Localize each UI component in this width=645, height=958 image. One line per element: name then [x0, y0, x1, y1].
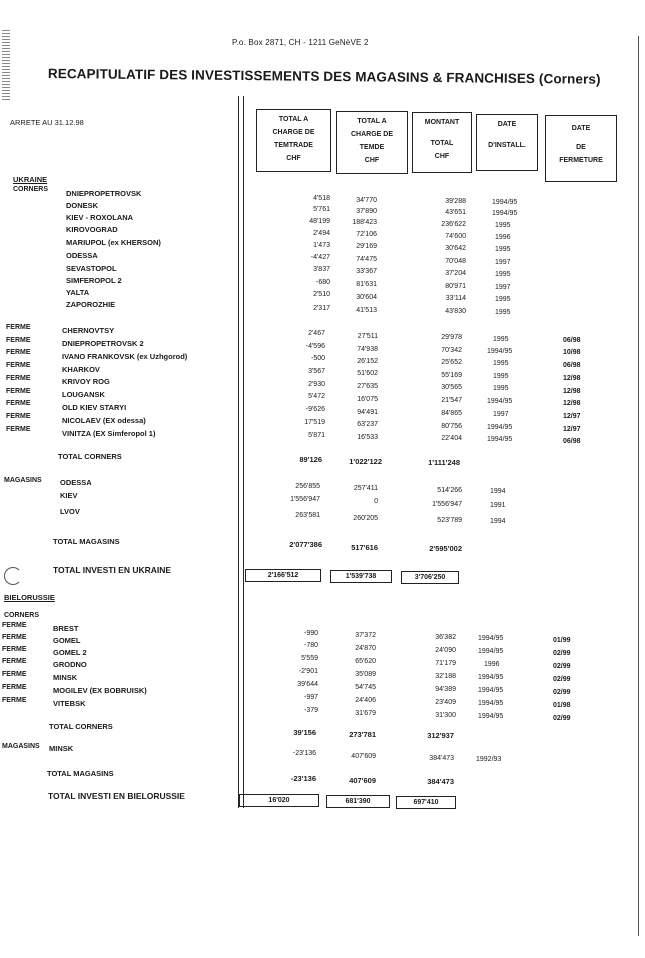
ferme-label: FERME — [2, 634, 27, 641]
cell-temde: 34'770 — [356, 197, 377, 204]
table-row-name: NICOLAEV (EX odessa) — [62, 416, 146, 425]
total-invested-ukraine-label: TOTAL INVESTI EN UKRAINE — [53, 565, 172, 575]
cell-total: 514'266 — [437, 487, 462, 494]
cell-temtrade: 3'837 — [313, 266, 330, 273]
cell-date-install: 1994/95 — [478, 713, 504, 720]
cell-total: 32'188 — [435, 673, 456, 680]
total-ukraine-total-box: 3'706'250 — [401, 571, 459, 584]
ferme-label: FERME — [6, 388, 31, 395]
cell-total: 71'179 — [435, 660, 456, 667]
cell-date-install: 1995 — [495, 246, 511, 253]
cell-temtrade: 5'761 — [313, 206, 330, 213]
ferme-label: FERME — [6, 349, 31, 356]
cell-date-install: 1994/95 — [492, 199, 518, 206]
cell-temtrade: 5'871 — [308, 432, 325, 439]
column-header-montant: MONTANT TOTAL CHF — [412, 112, 472, 173]
table-row-name: DONESK — [66, 201, 99, 210]
cell-temde: 260'205 — [353, 515, 378, 522]
total-magasins-total: 384'473 — [427, 777, 454, 786]
ferme-label: FERME — [6, 426, 31, 433]
ferme-label: FERME — [6, 324, 31, 331]
cell-temde: 31'679 — [355, 710, 376, 717]
table-row-name: VITEBSK — [53, 699, 86, 708]
table-row-name: GOMEL — [53, 636, 81, 645]
ferme-label: FERME — [6, 413, 31, 420]
cell-date-fermeture: 02/99 — [553, 715, 571, 722]
table-row-name: YALTA — [66, 288, 90, 297]
cell-temtrade: 263'581 — [295, 512, 320, 519]
cell-date-install: 1994/95 — [487, 436, 513, 443]
cell-total: 70'048 — [445, 258, 466, 265]
cell-temtrade: 17'519 — [304, 419, 325, 426]
table-row-name: CHERNOVTSY — [62, 326, 115, 335]
cell-date-install: 1992/93 — [476, 756, 502, 763]
cell-total: 23'409 — [435, 699, 456, 706]
table-row-name: ZAPOROZHIE — [66, 300, 116, 309]
cell-temde: 33'367 — [356, 268, 377, 275]
cell-date-install: 1995 — [493, 385, 509, 392]
column-header-temtrade: TOTAL A CHARGE DE TEMTRADE CHF — [256, 109, 331, 172]
cell-temtrade: -990 — [303, 630, 318, 637]
cell-temde: 94'491 — [357, 409, 378, 416]
cell-total: 384'473 — [429, 755, 454, 762]
cell-temde: 188'423 — [352, 219, 377, 226]
total-magasins-temtrade: -23'136 — [290, 774, 316, 783]
table-row-name: GRODNO — [53, 660, 87, 669]
table-row-name: LVOV — [60, 507, 80, 516]
cell-temtrade: 1'473 — [313, 242, 330, 249]
cell-date-install: 1994/95 — [478, 700, 504, 707]
cell-date-fermeture: 02/99 — [553, 689, 571, 696]
cell-temde: 407'609 — [351, 753, 376, 760]
table-row-name: KRIVOY ROG — [62, 377, 110, 386]
column-header-date-fermeture: DATE DE FERMETURE — [545, 115, 617, 182]
cell-date-install: 1997 — [495, 284, 511, 291]
cell-date-fermeture: 12/98 — [563, 375, 581, 382]
cell-date-install: 1994/95 — [478, 635, 504, 642]
vertical-rule-1 — [238, 96, 239, 808]
cell-total: 94'389 — [435, 686, 456, 693]
cell-date-fermeture: 02/99 — [553, 676, 571, 683]
arrete-date: ARRETE AU 31.12.98 — [10, 118, 84, 127]
table-row-name: KIEV - ROXOLANA — [66, 213, 134, 222]
cell-date-fermeture: 06/98 — [563, 362, 581, 369]
table-row-name: SIMFEROPOL 2 — [66, 276, 122, 285]
cell-temtrade: 3'567 — [308, 368, 325, 375]
cell-temtrade: -2'901 — [298, 668, 318, 675]
ferme-label: FERME — [2, 684, 27, 691]
cell-date-install: 1994/95 — [478, 687, 504, 694]
ferme-label: FERME — [6, 362, 31, 369]
table-row-name: VINITZA (EX Simferopol 1) — [62, 429, 156, 438]
section-bielorussie: BIELORUSSIE — [4, 593, 55, 602]
scan-edge-artifact — [2, 30, 10, 100]
table-row-name: MINSK — [49, 744, 74, 753]
cell-date-install: 1991 — [490, 502, 506, 509]
column-header-date-install: DATE D'INSTALL. — [476, 114, 538, 171]
cell-date-install: 1995 — [493, 336, 509, 343]
cell-temde: 37'372 — [355, 632, 376, 639]
table-row-name: DNIEPROPETROVSK — [66, 189, 142, 198]
cell-temde: 27'511 — [357, 333, 378, 340]
vertical-rule-2 — [243, 96, 244, 808]
cell-date-fermeture: 02/99 — [553, 663, 571, 670]
cell-date-fermeture: 01/98 — [553, 702, 571, 709]
cell-temde: 72'106 — [356, 231, 377, 238]
table-row-name: IVANO FRANKOVSK (ex Uzhgorod) — [62, 352, 188, 361]
cell-temde: 41'513 — [356, 307, 377, 314]
cell-total: 30'642 — [445, 245, 466, 252]
ferme-label: FERME — [2, 646, 27, 653]
cell-date-fermeture: 06/98 — [563, 337, 581, 344]
cell-temtrade: 1'556'947 — [290, 496, 320, 503]
total-magasins-temde: 517'616 — [351, 543, 378, 552]
cell-total: 22'404 — [441, 435, 462, 442]
document-title: RECAPITULATIF DES INVESTISSEMENTS DES MAGASINS & FRANCHISES (Corners) — [47, 66, 601, 87]
cell-date-install: 1996 — [484, 661, 500, 668]
table-row-name: KIROVOGRAD — [66, 225, 118, 234]
cell-date-fermeture: 02/99 — [553, 650, 571, 657]
cell-date-install: 1994/95 — [478, 674, 504, 681]
ferme-label: FERME — [2, 622, 27, 629]
total-corners-label: TOTAL CORNERS — [49, 722, 113, 731]
total-bielorussie-temtrade-box: 16'020 — [239, 794, 319, 807]
cell-date-install: 1997 — [495, 259, 511, 266]
cell-temtrade: 2'494 — [313, 230, 330, 237]
cell-total: 70'342 — [441, 347, 462, 354]
magasins-label: MAGASINS — [2, 743, 40, 750]
table-row-name: DNIEPROPETROVSK 2 — [62, 339, 144, 348]
cell-date-fermeture: 10/98 — [563, 349, 581, 356]
cell-date-install: 1995 — [495, 271, 511, 278]
table-row-name: SEVASTOPOL — [66, 264, 117, 273]
cell-date-install: 1995 — [495, 222, 511, 229]
cell-temtrade: 256'855 — [295, 483, 320, 490]
total-bielorussie-total-box: 697'410 — [396, 796, 456, 809]
total-corners-temtrade: 39'156 — [293, 728, 316, 737]
cell-temtrade: 48'199 — [309, 218, 330, 225]
cell-temde: 16'075 — [357, 396, 378, 403]
ferme-label: FERME — [6, 375, 31, 382]
cell-temde: 257'411 — [353, 485, 378, 492]
cell-total: 31'300 — [435, 712, 456, 719]
cell-date-install: 1994/95 — [478, 648, 504, 655]
cell-total: 80'971 — [445, 283, 466, 290]
cell-total: 84'865 — [441, 410, 462, 417]
cell-total: 80'756 — [441, 423, 462, 430]
cell-temtrade: -23'136 — [292, 750, 316, 757]
total-magasins-total: 2'595'002 — [429, 544, 462, 553]
cell-date-install: 1994/95 — [492, 210, 518, 217]
cell-temtrade: -500 — [310, 355, 325, 362]
cell-temtrade: 2'510 — [313, 291, 330, 298]
cell-temtrade: 2'467 — [308, 330, 325, 337]
cell-temde: 35'089 — [355, 671, 376, 678]
cell-date-fermeture: 01/99 — [553, 637, 571, 644]
table-row-name: ODESSA — [66, 251, 98, 260]
cell-temtrade: 39'644 — [297, 681, 318, 688]
cell-date-install: 1994 — [490, 518, 506, 525]
total-corners-total: 312'937 — [427, 731, 454, 740]
cell-total: 25'652 — [441, 359, 462, 366]
cell-total: 1'556'947 — [432, 501, 462, 508]
cell-date-install: 1994/95 — [487, 424, 513, 431]
cell-total: 43'651 — [445, 209, 466, 216]
table-row-name: GOMEL 2 — [53, 648, 87, 657]
magasins-label: MAGASINS — [4, 477, 42, 484]
cell-temtrade: 2'317 — [313, 305, 330, 312]
cell-total: 43'830 — [445, 308, 466, 315]
ferme-label: FERME — [6, 337, 31, 344]
cell-temtrade: 5'559 — [301, 655, 318, 662]
cell-temde: 54'745 — [355, 684, 376, 691]
corners-label: CORNERS — [4, 612, 40, 619]
cell-temtrade: -997 — [303, 694, 318, 701]
cell-temde: 16'533 — [357, 434, 378, 441]
cell-temde: 24'406 — [355, 697, 376, 704]
total-corners-temtrade: 89'126 — [299, 455, 322, 464]
total-ukraine-temde-box: 1'539'738 — [330, 570, 392, 583]
cell-temde: 51'602 — [357, 370, 378, 377]
cell-date-install: 1996 — [495, 234, 511, 241]
cell-date-install: 1995 — [495, 309, 511, 316]
cell-temde: 24'870 — [355, 645, 376, 652]
cell-total: 21'547 — [441, 397, 462, 404]
cell-total: 523'789 — [437, 517, 462, 524]
cell-date-fermeture: 12/97 — [563, 413, 581, 420]
cell-date-install: 1995 — [493, 373, 509, 380]
cell-temtrade: 4'518 — [313, 195, 330, 202]
ferme-label: FERME — [6, 400, 31, 407]
cell-temde: 63'237 — [357, 421, 378, 428]
total-corners-temde: 273'781 — [349, 730, 376, 739]
table-row-name: KHARKOV — [62, 365, 100, 374]
total-ukraine-temtrade-box: 2'166'512 — [245, 569, 321, 582]
table-row-name: OLD KIEV STARYI — [62, 403, 127, 412]
cell-temde: 37'890 — [356, 208, 377, 215]
hole-punch-mark — [4, 567, 22, 585]
cell-total: 33'114 — [445, 295, 466, 302]
cell-temtrade: 5'472 — [308, 393, 325, 400]
total-magasins-temde: 407'609 — [349, 776, 376, 785]
cell-total: 30'565 — [441, 384, 462, 391]
cell-total: 55'169 — [441, 372, 462, 379]
total-corners-temde: 1'022'122 — [349, 457, 382, 466]
column-header-temde: TOTAL A CHARGE DE TEMDE CHF — [336, 111, 408, 174]
cell-date-install: 1994/95 — [487, 398, 513, 405]
total-invested-bielorussie-label: TOTAL INVESTI EN BIELORUSSIE — [48, 791, 185, 801]
cell-temde: 0 — [374, 498, 378, 505]
cell-date-install: 1994 — [490, 488, 506, 495]
cell-total: 36'382 — [435, 634, 456, 641]
header-address: P.o. Box 2871, CH - 1211 GeNèVE 2 — [232, 38, 369, 47]
cell-date-install: 1994/95 — [487, 348, 513, 355]
cell-temtrade: -379 — [303, 707, 318, 714]
cell-temtrade: -4'427 — [310, 254, 330, 261]
table-row-name: MOGILEV (EX BOBRUISK) — [53, 686, 147, 695]
cell-date-fermeture: 12/98 — [563, 400, 581, 407]
ferme-label: FERME — [2, 697, 27, 704]
cell-date-install: 1995 — [495, 296, 511, 303]
cell-temtrade: 2'930 — [308, 381, 325, 388]
cell-temde: 26'152 — [357, 358, 378, 365]
total-magasins-label: TOTAL MAGASINS — [47, 769, 114, 778]
cell-temde: 27'635 — [357, 383, 378, 390]
ferme-label: FERME — [2, 658, 27, 665]
cell-temde: 65'620 — [355, 658, 376, 665]
total-corners-label: TOTAL CORNERS — [58, 452, 122, 461]
cell-temde: 81'631 — [356, 281, 377, 288]
right-edge-rule — [638, 36, 639, 936]
cell-total: 39'288 — [445, 198, 466, 205]
cell-date-install: 1997 — [493, 411, 509, 418]
cell-temtrade: -680 — [315, 279, 330, 286]
section-ukraine: UKRAINE — [13, 175, 48, 184]
cell-temde: 30'604 — [356, 294, 377, 301]
cell-date-install: 1995 — [493, 360, 509, 367]
table-row-name: MARIUPOL (ex KHERSON) — [66, 238, 161, 247]
table-row-name: ODESSA — [60, 478, 92, 487]
cell-temtrade: -4'596 — [305, 343, 325, 350]
total-magasins-label: TOTAL MAGASINS — [53, 537, 120, 546]
total-magasins-temtrade: 2'077'386 — [289, 540, 322, 549]
ferme-label: FERME — [2, 671, 27, 678]
cell-total: 29'978 — [441, 334, 462, 341]
cell-total: 24'090 — [435, 647, 456, 654]
total-corners-total: 1'111'248 — [428, 458, 460, 467]
table-row-name: LOUGANSK — [62, 390, 105, 399]
cell-date-fermeture: 06/98 — [563, 438, 581, 445]
total-bielorussie-temde-box: 681'390 — [326, 795, 390, 808]
table-row-name: BREST — [53, 624, 79, 633]
cell-total: 236'622 — [441, 221, 466, 228]
cell-date-fermeture: 12/98 — [563, 388, 581, 395]
table-row-name: KIEV — [60, 491, 78, 500]
cell-temde: 29'169 — [356, 243, 377, 250]
cell-temtrade: -9'626 — [305, 406, 325, 413]
cell-total: 74'600 — [445, 233, 466, 240]
cell-temtrade: -780 — [303, 642, 318, 649]
cell-temde: 74'938 — [357, 346, 378, 353]
corners-label: CORNERS — [13, 186, 49, 193]
cell-total: 37'204 — [445, 270, 466, 277]
cell-temde: 74'475 — [356, 256, 377, 263]
cell-date-fermeture: 12/97 — [563, 426, 581, 433]
table-row-name: MINSK — [53, 673, 78, 682]
